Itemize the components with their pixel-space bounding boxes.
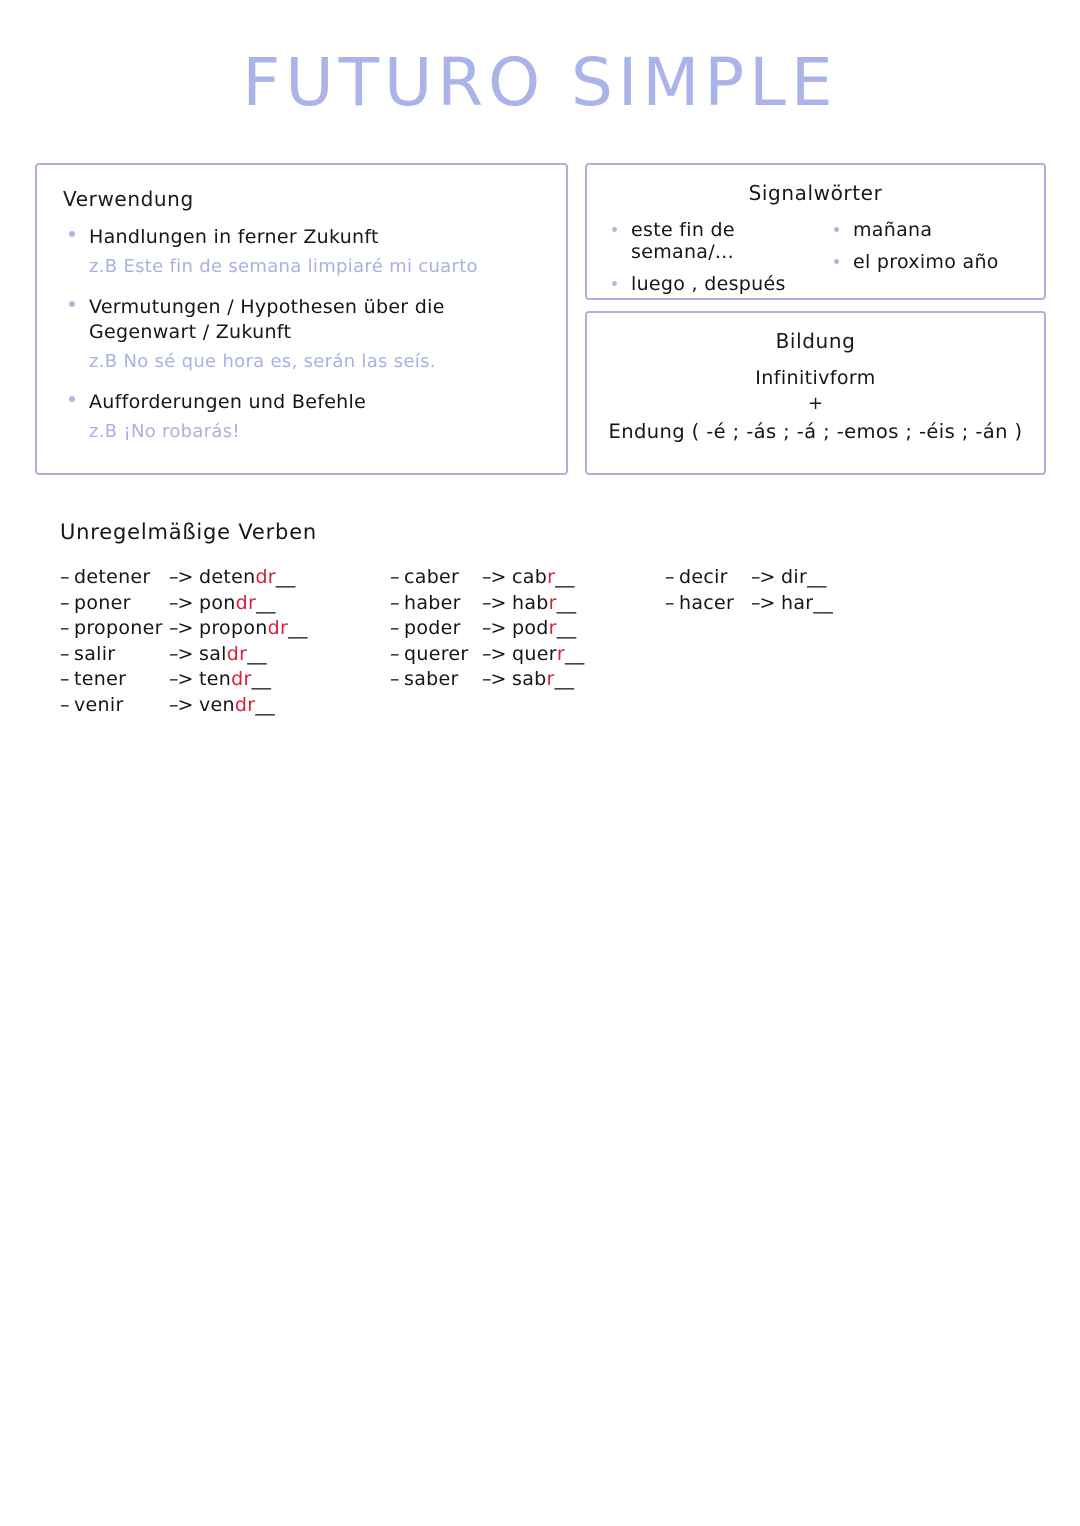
- list-item: [607, 273, 829, 295]
- verwendung-item-example: z.B ¡No robarás!: [89, 420, 240, 442]
- list-item: [63, 295, 540, 372]
- table-row: [390, 566, 665, 592]
- verb-stem: pod: [512, 617, 549, 639]
- verb-infinitive: saber: [404, 668, 459, 690]
- verb-dash: –: [390, 642, 400, 665]
- verb-dash: –: [60, 591, 70, 614]
- table-row: [60, 617, 390, 643]
- verb-stem: har: [781, 591, 814, 614]
- irregular-verbs-column-2: [390, 566, 665, 719]
- bildung-line-endings: Endung ( -é ; -ás ; -á ; -emos ; -éis ; -án ): [608, 420, 1023, 443]
- verb-ending-blank: __: [256, 591, 276, 614]
- table-row: [390, 643, 665, 669]
- table-row: [60, 643, 390, 669]
- table-row: [390, 592, 665, 618]
- bullet-icon: [69, 301, 75, 307]
- verb-highlight: r: [548, 591, 557, 614]
- verwendung-item-example: z.B Este fin de semana limpiaré mi cuarto: [89, 255, 478, 277]
- verb-stem: dir: [781, 566, 808, 588]
- verb-infinitive: decir: [679, 566, 728, 588]
- arrow-icon: –>: [169, 693, 193, 716]
- arrow-icon: –>: [169, 617, 193, 639]
- verb-ending-blank: __: [288, 617, 308, 639]
- table-row: [60, 592, 390, 618]
- verb-highlight: dr: [234, 693, 256, 716]
- verb-highlight: dr: [255, 566, 276, 588]
- verb-ending-blank: __: [556, 617, 577, 639]
- bullet-icon: [612, 281, 617, 286]
- verb-dash: –: [390, 617, 400, 639]
- bullet-icon: [834, 227, 839, 232]
- signal-label: mañana: [853, 219, 933, 241]
- table-row: [60, 694, 390, 720]
- list-item: [607, 219, 829, 263]
- list-item: [829, 251, 1024, 273]
- arrow-icon: –>: [482, 617, 506, 639]
- irregular-verbs-column-1: [60, 566, 390, 719]
- verb-ending-blank: __: [555, 566, 575, 588]
- verb-stem: cab: [512, 566, 548, 588]
- signalwoerter-column-1: [607, 219, 829, 305]
- verb-infinitive: poder: [404, 617, 461, 639]
- verwendung-item-example: z.B No sé que hora es, serán las seís.: [89, 350, 436, 372]
- verb-ending-blank: __: [556, 591, 577, 614]
- verb-infinitive: poner: [74, 591, 131, 614]
- list-item: [829, 219, 1024, 241]
- verb-stem: ven: [199, 693, 235, 716]
- page-title: FUTURO SIMPLE: [242, 44, 838, 121]
- irregular-verbs-heading: Unregelmäßige Verben: [60, 520, 318, 544]
- arrow-icon: –>: [482, 642, 506, 665]
- arrow-icon: –>: [169, 591, 193, 614]
- arrow-icon: –>: [751, 591, 775, 614]
- verb-highlight: dr: [267, 617, 289, 639]
- verb-dash: –: [390, 668, 400, 690]
- table-row: [390, 668, 665, 694]
- bildung-line-infinitive: Infinitivform: [755, 367, 876, 389]
- verb-ending-blank: __: [564, 642, 585, 665]
- verb-highlight: r: [547, 566, 556, 588]
- verb-ending-blank: __: [554, 668, 575, 690]
- table-row: [60, 668, 390, 694]
- arrow-icon: –>: [169, 668, 193, 690]
- verb-infinitive: caber: [404, 566, 460, 588]
- verwendung-item-main: Vermutungen / Hypothesen über die Gegenwart / Zukunft: [89, 295, 445, 344]
- verb-ending-blank: __: [251, 668, 272, 690]
- arrow-icon: –>: [169, 566, 193, 588]
- verb-dash: –: [60, 566, 70, 588]
- bildung-plus-sign: +: [807, 393, 824, 414]
- bullet-icon: [69, 396, 75, 402]
- verb-stem: hab: [512, 591, 549, 614]
- verb-infinitive: querer: [404, 642, 469, 665]
- arrow-icon: –>: [482, 668, 506, 690]
- list-item: [63, 225, 540, 277]
- verb-dash: –: [665, 566, 675, 588]
- verb-dash: –: [60, 668, 70, 690]
- signalwoerter-heading: Signalwörter: [748, 181, 883, 205]
- arrow-icon: –>: [482, 591, 506, 614]
- verb-infinitive: tener: [74, 668, 127, 690]
- verb-infinitive: hacer: [679, 591, 735, 614]
- verb-ending-blank: __: [275, 566, 296, 588]
- bildung-heading: Bildung: [775, 329, 856, 353]
- signal-label: este fin de semana/...: [631, 219, 735, 263]
- verb-infinitive: salir: [74, 642, 116, 665]
- verb-dash: –: [665, 591, 675, 614]
- signalwoerter-columns: [607, 219, 1024, 305]
- irregular-verbs-table: [60, 566, 1020, 719]
- verb-infinitive: proponer: [74, 617, 163, 639]
- verb-stem: pon: [199, 591, 236, 614]
- bullet-icon: [69, 231, 75, 237]
- arrow-icon: –>: [751, 566, 775, 588]
- verwendung-item-main: Aufforderungen und Befehle: [89, 390, 367, 413]
- irregular-verbs-column-3: [665, 566, 965, 719]
- verb-highlight: r: [548, 617, 557, 639]
- verb-ending-blank: __: [255, 693, 275, 716]
- verwendung-heading: Verwendung: [63, 187, 194, 211]
- verb-highlight: dr: [231, 668, 252, 690]
- signal-label: el proximo año: [853, 251, 999, 273]
- verb-ending-blank: __: [247, 642, 267, 665]
- verb-stem: quer: [512, 642, 557, 665]
- verb-ending-blank: __: [807, 566, 827, 588]
- table-row: [390, 617, 665, 643]
- signalwoerter-column-2: [829, 219, 1024, 305]
- bullet-icon: [834, 259, 839, 264]
- verb-dash: –: [60, 617, 70, 639]
- table-row: [60, 566, 390, 592]
- verwendung-card: [35, 163, 568, 475]
- table-row: [665, 566, 965, 592]
- verb-dash: –: [60, 642, 70, 665]
- verb-highlight: r: [546, 668, 555, 690]
- signalwoerter-card: [585, 163, 1046, 300]
- verb-infinitive: detener: [74, 566, 151, 588]
- verb-dash: –: [390, 591, 400, 614]
- verb-stem: sal: [199, 642, 227, 665]
- verb-highlight: r: [556, 642, 565, 665]
- list-item: [63, 390, 540, 442]
- arrow-icon: –>: [482, 566, 506, 588]
- verb-dash: –: [60, 693, 70, 716]
- verb-stem: ten: [199, 668, 232, 690]
- arrow-icon: –>: [169, 642, 193, 665]
- signal-label: luego , después: [631, 273, 786, 295]
- verb-ending-blank: __: [813, 591, 834, 614]
- verwendung-item-main: Handlungen in ferner Zukunft: [89, 226, 379, 248]
- verb-highlight: dr: [235, 591, 257, 614]
- table-row: [665, 592, 965, 618]
- bildung-card: [585, 311, 1046, 475]
- verb-infinitive: venir: [74, 693, 124, 716]
- verb-highlight: dr: [226, 642, 248, 665]
- verb-infinitive: haber: [404, 591, 461, 614]
- verb-stem: sab: [512, 668, 547, 690]
- verb-dash: –: [390, 566, 400, 588]
- verb-stem: deten: [199, 566, 256, 588]
- bullet-icon: [612, 227, 617, 232]
- verb-stem: propon: [199, 617, 268, 639]
